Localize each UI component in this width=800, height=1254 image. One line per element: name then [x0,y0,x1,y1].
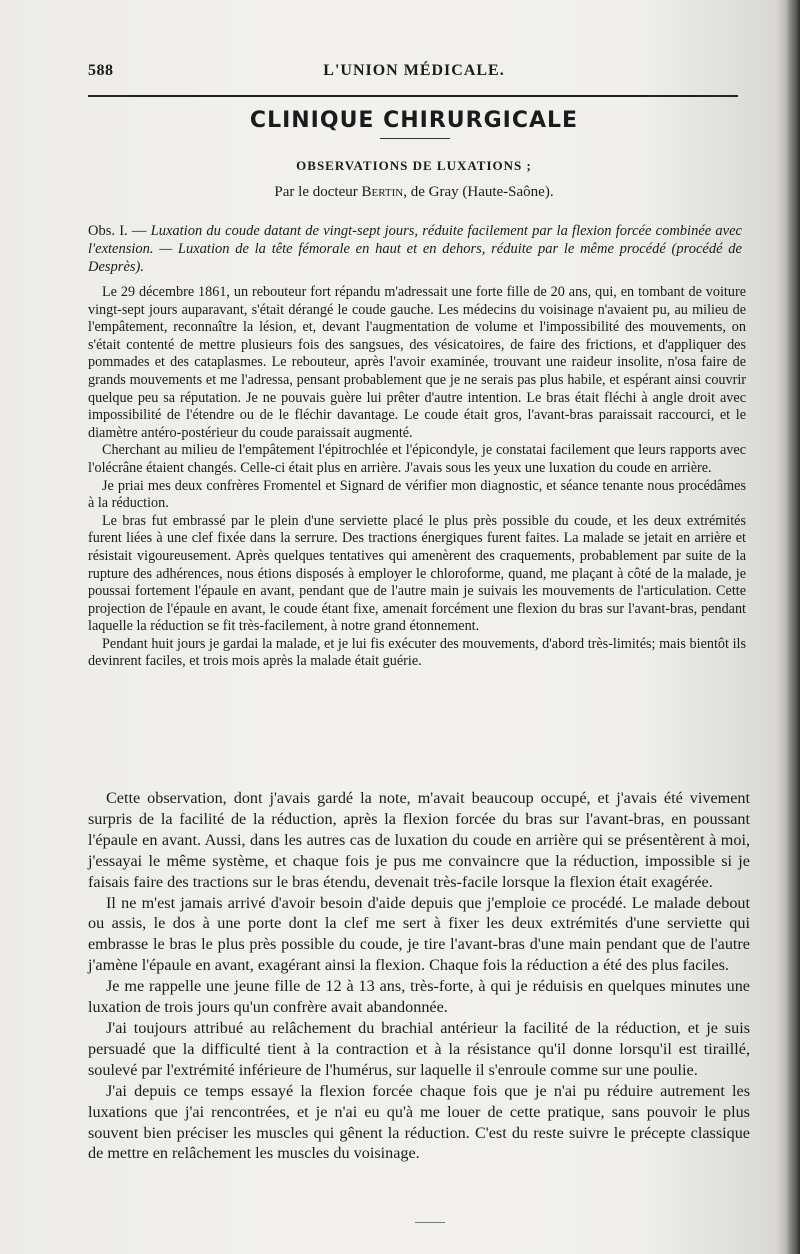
author-line [88,184,740,201]
author-name: Bertin [361,184,404,200]
paragraph: Je me rappelle une jeune fille de 12 à 13 ans, très-forte, à qui je réduisis en quelques minutes une luxation de trois jours qu'un confrère avait abandonnée. [88,977,750,1017]
paragraph: Le bras fut embrassé par le plein d'une serviette placé le plus près possible du coude, et les deux extrémités furent liées à une clef fixée dans la serrure. Des tractions énergiques furent faites. La malade se jetait en arrière et résistait vigoureusement. Après quelques tentatives qui amenèrent des craquements, probablement par suite de la rupture des adhérences, nous étions disposés à employer le chloroforme, quand, me plaçant à côté de la malade, je poussai fortement l'épaule en avant, pendant que de l'autre main je suivais les mouvements de l'articulation. Cette projection de l'épaule en avant, le coude étant fixe, amenait forcément une flexion du bras sur l'avant-bras, pendant laquelle la réduction se fit très-facilement, à notre grand étonnement. [88,512,746,635]
paragraph: Il ne m'est jamais arrivé d'avoir besoin d'aide depuis que j'emploie ce procédé. Le malade debout ou assis, le dos à une porte dont la clef me sert à fixer les deux extrémités d'une serviette qui embrasse le bras le plus près possible du coude, je tire l'avant-bras d'une main pendant que de l'autre j'amène l'épaule en avant, exagérant ainsi la flexion. Chaque fois la réduction a été des plus faciles. [88,893,750,975]
section-title: CLINIQUE CHIRURGICALE [249,108,579,133]
case-report-body [88,284,746,671]
observation-description: Luxation du coude datant de vingt-sept jours, réduite facilement par la flexion forcée combinée avec l'extension. — Luxation de la tête fémorale en haut et en dehors, réduite par le même procédé (procédé de Desprès). [88,223,742,275]
page-number: 588 [88,62,114,79]
journal-title: L'UNION MÉDICALE. [323,62,505,79]
title-rule [380,138,450,139]
paragraph: J'ai toujours attribué au relâchement du brachial antérieur la facilité de la réduction, et je suis persuadé que la difficulté tient à la contraction et à la résistance qu'il donne lorsqu'il est tiraillé, soulevé par l'extrémité inférieure de l'humérus, sur laquelle il s'enroule comme sur une poulie. [88,1018,750,1079]
commentary-body [88,788,750,1164]
running-header [88,62,740,84]
paragraph: Le 29 décembre 1861, un rebouteur fort répandu m'adressait une forte fille de 20 ans, qui, en tombant de voiture vingt-sept jours auparavant, s'était dérangé le coude gauche. Les médecins du voisinage n'avaient pu, au milieu de l'empâtement, reconnaître la lésion, et, devant l'augmentation de volume et l'impossibilité des mouvements, on s'était contenté de mettre plusieurs fois des sangsues, des vésicatoires, de faire des frictions, et d'appliquer des pommades et des cataplasmes. Le rebouteur, après l'avoir examinée, trouvant une raideur insolite, n'osa faire de grands mouvements et me l'adressa, pensant probablement que je ne serais pas plus habile, et espérant ainsi couvrir quelque peu sa réputation. Je ne pouvais guère lui prêter d'autre intention. Le bras était fléchi à angle droit avec impossibilité de l'étendre ou de le fléchir davantage. Le coude était gros, l'avant-bras paraissait raccourci, et le diamètre antéro-postérieur du coude paraissait augmenté. [88,284,746,441]
paragraph: J'ai depuis ce temps essayé la flexion forcée chaque fois que je n'ai pu réduire autrement les luxations que j'ai rencontrées, et je n'ai eu qu'à me louer de cette pratique, sans pouvoir le plus souvent bien préciser les muscles qui gênent la réduction. C'est du reste suivre le précepte classique de mettre en relâchement les muscles du voisinage. [88,1081,750,1163]
paragraph: Pendant huit jours je gardai la malade, et je lui fis exécuter des mouvements, d'abord très-limités; mais bientôt ils devinrent faciles, et trois mois après la malade était guérie. [88,635,746,670]
author-prefix: Par le docteur [274,184,358,200]
observation-heading [88,222,742,276]
paragraph: Cherchant au milieu de l'empâtement l'épitrochlée et l'épicondyle, je constatai facilement que leurs rapports avec l'olécrâne étaient changés. Celle-ci était plus en arrière. J'avais sous les yeux une luxation du coude en arrière. [88,442,746,476]
page-edge-shadow [786,0,800,1254]
article-subtitle: OBSERVATIONS DE LUXATIONS ; [296,158,532,173]
observation-label: Obs. I. — [88,223,147,239]
author-suffix: , de Gray (Haute-Saône). [403,184,554,200]
footer-mark [415,1222,445,1223]
header-rule [88,95,738,97]
paragraph: Cette observation, dont j'avais gardé la note, m'avait beaucoup occupé, et j'avais été vivement surpris de la facilité de la réduction, après la flexion forcée du bras sur l'avant-bras, en poussant l'épaule en avant. Aussi, dans les autres cas de luxation du coude en arrière qui se présentèrent à moi, j'essayai le même système, et chaque fois je pus me convaincre que la réduction, impossible si je faisais faire des tractions sur le bras étendu, devenait très-facile lorsque la flexion était exagérée. [88,789,750,891]
paragraph: Je priai mes deux confrères Fromentel et Signard de vérifier mon diagnostic, et séance tenante nous procédâmes à la réduction. [88,477,746,512]
